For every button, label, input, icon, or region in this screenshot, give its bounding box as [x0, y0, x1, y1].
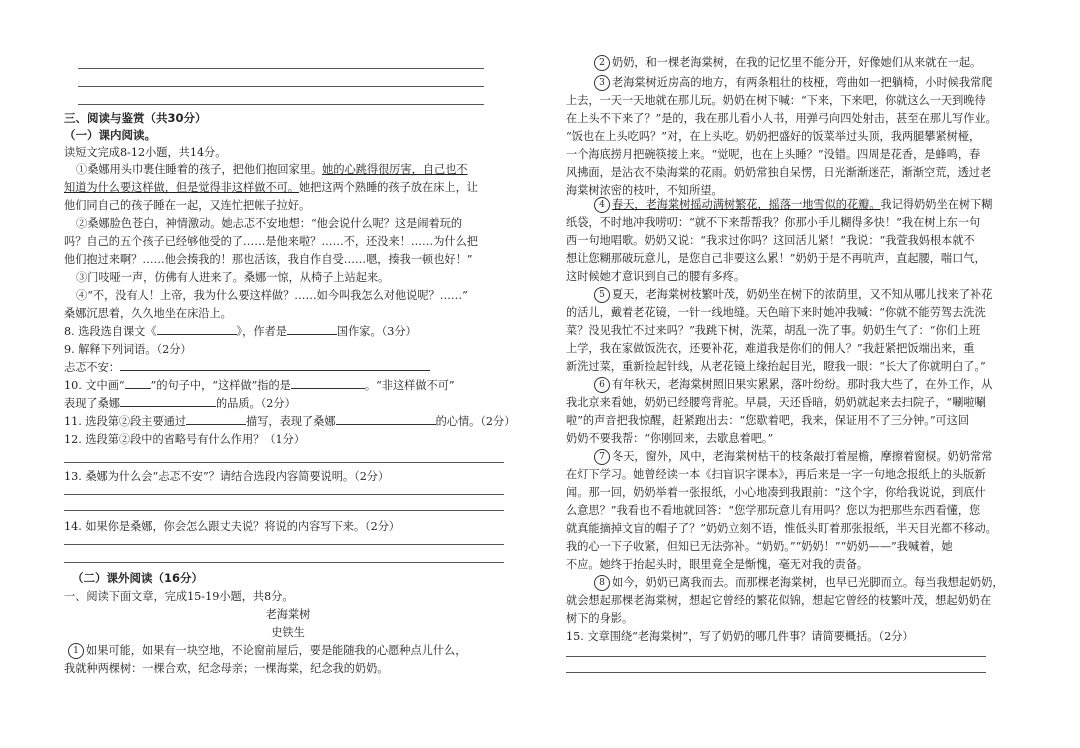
passage-line: 西一句地唱歌。奶奶又说：“我求过你吗？这回活儿紧！”我说：“我萱我妈根本就不	[566, 234, 975, 247]
passage-line: ②桑娜脸色苍白，神情激动。她忐忑不安地想：“他会说什么呢？这是闹着玩的	[76, 217, 463, 230]
paragraph-number: 4	[594, 197, 610, 213]
answer-line[interactable]	[566, 672, 986, 673]
passage-line: 就会想起那棵老海棠树，想起它曾经的繁花似锦，想起它曾经的枝繁叶茂，想起奶奶在	[566, 594, 992, 607]
passage-line: 桑娜沉思着，久久地坐在床沿上。	[64, 307, 232, 320]
passage-line: “饭也在上头吃吗？”对，在上头吃。奶奶把盛好的饭菜举过头顶，我两腿攀紧树桠，	[566, 130, 981, 143]
answer-line[interactable]	[64, 494, 504, 495]
passage-line: 5 夏天，老海棠树枝繁叶茂，奶奶坐在树下的浓荫里，又不知从哪儿找来了补花	[594, 286, 992, 303]
answer-blank[interactable]	[291, 377, 365, 389]
passage-line: 吗？自己的五个孩子已经够他受的了……是他来啦？……不，还没来！……为什么把	[64, 235, 478, 248]
passage-line: 在上头不下来了？”是的，我在那儿看小人书，用弹弓向四处射击，甚至在那儿写作业。	[566, 112, 997, 125]
passage-line: 海棠树浓密的枝叶，不知所望。	[566, 184, 723, 197]
answer-blank[interactable]	[186, 413, 246, 425]
passage-line: 树下的身影。	[566, 612, 634, 625]
answer-blank[interactable]	[120, 395, 216, 407]
story-author: 史铁生	[271, 626, 305, 639]
passage-line: 3 老海棠树近房高的地方，有两条粗壮的枝桠，弯曲如一把躺椅，小时候我常爬	[594, 74, 992, 91]
question-12: 12. 选段第②段中的省略号有什么作用？（1分）	[64, 433, 306, 446]
question-15: 15. 文章围绕“老海棠树”，写了奶奶的哪几件事？请简要概括。（2分）	[566, 630, 914, 643]
passage-line: 的活儿，戴着老花镜，一针一线地缝。天色暗下来时她冲我喊：“你就不能劳驾去洗洗	[566, 306, 986, 319]
passage-line: 我北京来看她，奶奶已经腰弯背驼。早晨，天还昏暗，奶奶就起来去扫院子，“唰啦唰	[566, 396, 986, 409]
part1-instruction: 读短文完成8-12小题，共14分。	[64, 146, 227, 159]
passage-line: 么意思？”我看也不看地就回答：“您学那玩意儿有用吗？您以为把那些东西看懂，您	[566, 504, 981, 517]
passage-line: 在灯下学习。她曾经读一本《扫盲识字课本》，再后来是一字一句地念报纸上的头版新	[566, 468, 986, 481]
passage-line: ①桑娜用头巾裹住睡着的孩子，把他们抱回家里。她的心跳得很厉害，自己也不	[76, 163, 468, 176]
answer-blank[interactable]	[336, 413, 436, 425]
passage-line: 6 有年秋天，老海棠树照旧果实累累，落叶纷纷。那时我大些了，在外工作，从	[594, 376, 992, 393]
passage-line: 8 如今，奶奶已离我而去。而那棵老海棠树，也早已光脚而立。每当我想起奶奶，	[594, 574, 1004, 591]
passage-line: 一个海底捞月把碗筷接上来。“觉呢，也在上头睡？”没错。四周是花香，是蜂鸣，春	[566, 148, 981, 161]
answer-line[interactable]	[64, 544, 504, 545]
part2-instruction: 一、阅读下面文章，完成15-19小题，共8分。	[64, 590, 294, 603]
passage-line: 上去，一天一天地就在那儿玩。奶奶在树下喊：“下来，下来吧，你就这么一天到晚待	[566, 94, 986, 107]
answer-blank[interactable]	[287, 323, 337, 335]
question-10: 10. 文中画“ ”的句子中，“这样做”指的是 。“非这样做不可”	[64, 379, 455, 392]
answer-line	[78, 86, 484, 87]
passage-line: ④“不，没有人！上帝，我为什么要这样做？……如今叫我怎么对他说呢？……”	[76, 289, 468, 302]
question-13: 13. 桑娜为什么会“忐忑不安”？请结合选段内容简要说明。（2分）	[64, 470, 390, 483]
part1-title: （一）课内阅读。	[64, 128, 156, 142]
passage-line: 闻。那一回，奶奶举着一张报纸，小心地凑到我跟前：“这个字，你给我说说，到底什	[566, 486, 986, 499]
answer-line[interactable]	[566, 656, 986, 657]
passage-line: 纸袋，不时地冲我唠叨：“就不下来帮帮我？你那小手儿糊得多快！”我在树上东一句	[566, 216, 981, 229]
answer-blank[interactable]	[120, 359, 430, 371]
paragraph-number: 8	[594, 575, 610, 591]
passage-line: 1 如果可能，如果有一块空地，不论窗前屋后，要是能随我的心愿种点儿什么，	[68, 642, 466, 659]
passage-line: 菜？没见我忙不过来吗？”我跳下树，洗菜，胡乱一洗了事。奶奶生气了：“你们上班	[566, 324, 981, 337]
passage-line: 就真能摘掉文盲的帽子了？”奶奶立刻不语，惟低头盯着那张报纸，半天目光都不移动。	[566, 522, 997, 535]
paragraph-number: 3	[594, 75, 610, 91]
passage-line: 4 春天，老海棠树摇动满树繁花，摇落一地雪似的花瓣。我记得奶奶坐在树下糊	[594, 196, 992, 213]
answer-blank[interactable]	[157, 323, 237, 335]
passage-line: 2 奶奶，和一棵老海棠树，在我的记忆里不能分开，好像她们从来就在一起。	[594, 54, 981, 71]
passage-line: 我就种两棵树：一棵合欢，纪念母亲；一棵海棠，纪念我的奶奶。	[64, 662, 389, 675]
passage-line: 想让您糊那破玩意儿，是您自己非要这么累！”奶奶于是不再吭声，直起腰，喘口气，	[566, 252, 986, 265]
answer-line[interactable]	[64, 562, 504, 563]
section-title: 三、阅读与鉴赏（共30分）	[64, 111, 207, 125]
passage-line: 他们同自己的孩子睡在一起，又连忙把帐子拉好。	[64, 199, 311, 212]
paragraph-number: 7	[594, 449, 610, 465]
part2-title: （二）课外阅读（16分）	[72, 571, 204, 585]
passage-line: 不应。她终于抬起头时，眼里竟全是惭愧，毫无对我的责备。	[566, 558, 869, 571]
passage-line: 这时候她才意识到自己的腰有多疼。	[566, 270, 746, 283]
story-title: 老海棠树	[265, 608, 311, 621]
passage-line: ③门吱哑一声，仿佛有人进来了。桑娜一惊，从椅子上站起来。	[76, 271, 390, 284]
passage-line: 上学，我在家做饭洗衣，还要补花，难道我是你们的佣人？”我赶紧把饭端出来，重	[566, 342, 975, 355]
paragraph-number: 6	[594, 377, 610, 393]
passage-line: 奶奶不要我帮：“你刚回来，去歇息着吧。”	[566, 432, 774, 445]
passage-line: 新洗过菜，重新捡起针线，从老花镜上缘抬起目光，瞪我一眼：“长大了你就明白了。”	[566, 360, 986, 373]
question-9: 9. 解释下列词语。（2分）	[64, 343, 192, 356]
question-11: 11. 选段第②段主要通过 描写，表现了桑娜 的心情。（2分）	[64, 415, 516, 428]
passage-line: 他们抱过来啊？……他会揍我的！那也活该，我自作自受……嗯，揍我一顿也好！”	[64, 253, 473, 266]
passage-line: 我的心一下子收紧，但知已无法弥补。“奶奶。”“奶奶！”“奶奶——”我喊着，她	[566, 540, 953, 553]
passage-line: 知道为什么要这样做，但是觉得非这样做不可。她把这两个熟睡的孩子放在床上，让	[64, 181, 478, 194]
question-8: 8. 选段选自课文《 》，作者是 国作家。（3分）	[64, 325, 417, 338]
question-9-word: 忐忑不安：	[64, 359, 430, 376]
paragraph-number: 5	[594, 287, 610, 303]
answer-blank[interactable]	[125, 377, 151, 389]
passage-line: 啦”的声音把我惊醒，赶紧跑出去：“您歇着吧，我来，保证用不了三分钟。”可这回	[566, 414, 970, 427]
paragraph-number: 1	[68, 643, 84, 659]
paragraph-number: 2	[594, 55, 610, 71]
answer-line	[78, 104, 484, 105]
answer-line	[78, 68, 484, 69]
passage-line: 7 冬天，窗外，风中，老海棠树枯干的枝条敲打着屋檐，摩擦着窗棂。奶奶常常	[594, 448, 992, 465]
question-14: 14. 如果你是桑娜，你会怎么跟丈夫说？将说的内容写下来。（2分）	[64, 520, 401, 533]
answer-line[interactable]	[64, 510, 504, 511]
answer-line[interactable]	[64, 462, 504, 463]
question-10-cont: 表现了桑娜 的品质。（2分）	[64, 397, 296, 410]
passage-line: 风拂面，是沾衣不染海棠的花雨。奶奶常独自呆愣，日光渐渐迷茫，渐渐空荒，透过老	[566, 166, 992, 179]
